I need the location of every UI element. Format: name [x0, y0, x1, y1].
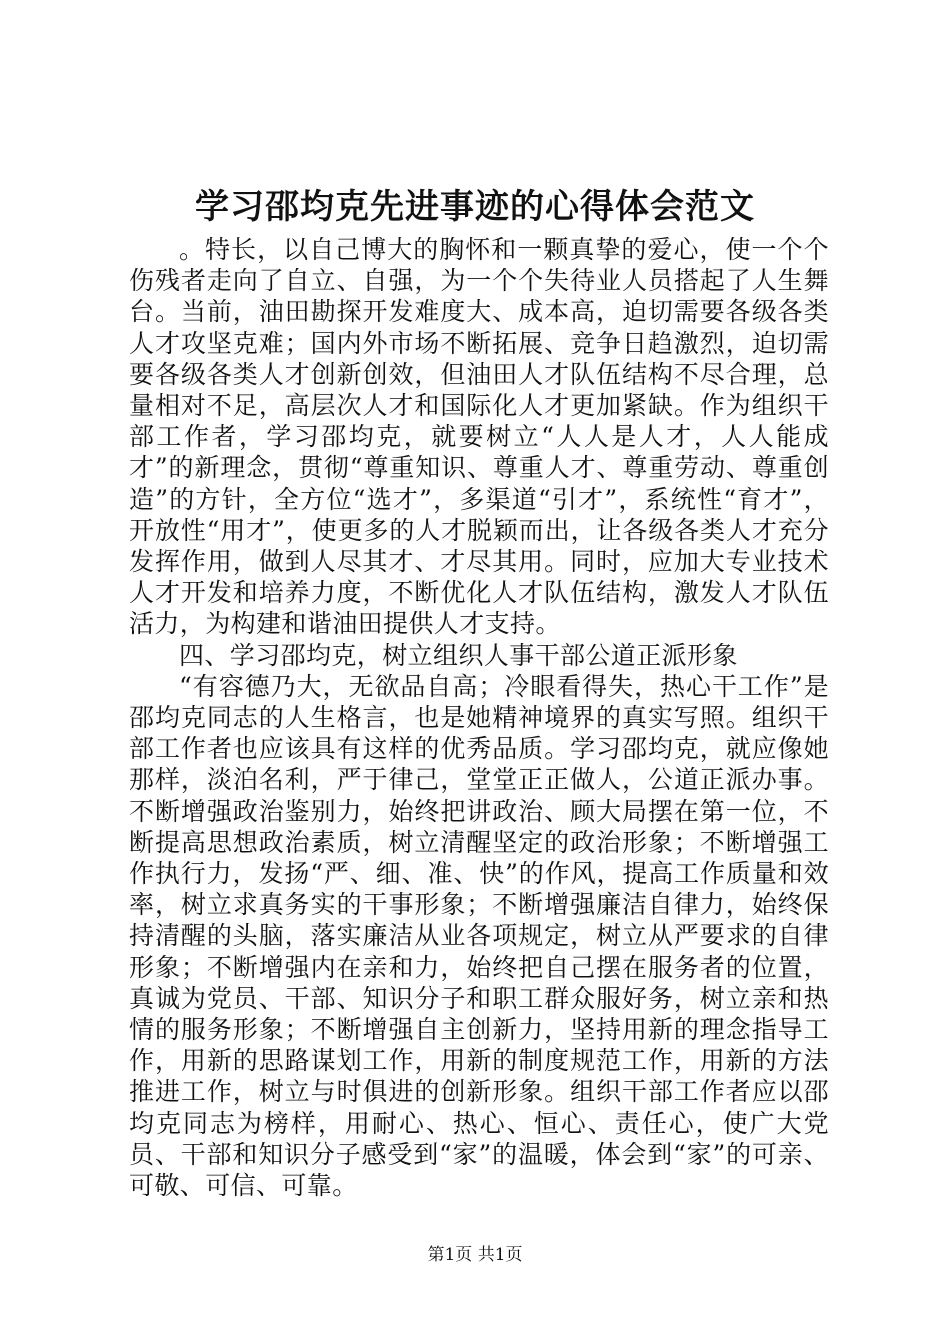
page-number-footer: 第1页 共1页	[427, 1245, 523, 1265]
paragraph-talent: 。特长，以自己博大的胸怀和一颗真挚的爱心，使一个个伤残者走向了自立、自强，为一个个失待业人员搭起了人生舞台。当前，油田勘探开发难度大、成本高，迫切需要各级各类人才攻坚克难；国内外市场不断拓展、竞争日趋激烈，迫切需要各级各类人才创新创效，但油田人才队伍结构不尽合理，总量相对不足，高层次人才和国际化人才更加紧缺。作为组织干部工作者，学习邵均克，就要树立“人人是人才，人人能成才”的新理念，贯彻“尊重知识、尊重人才、尊重劳动、尊重创造”的方针，全方位“选才”，多渠道“引才”，系统性“育才”，开放性“用才”，使更多的人才脱颖而出，让各级各类人才充分发挥作用，做到人尽其才、才尽其用。同时，应加大专业技术人才开发和培养力度，不断优化人才队伍结构，激发人才队伍活力，为构建和谐油田提供人才支持。	[129, 235, 829, 639]
document-body	[129, 234, 829, 1201]
paragraph-integrity: “有容德乃大，无欲品自高；冷眼看得失，热心干工作”是邵均克同志的人生格言，也是她精神境界的真实写照。组织干部工作者也应该具有这样的优秀品质。学习邵均克，就应像她那样，淡泊名利，严于律己，堂堂正正做人，公道正派办事。不断增强政治鉴别力，始终把讲政治、顾大局摆在第一位，不断提高思想政治素质，树立清醒坚定的政治形象；不断增强工作执行力，发扬“严、细、准、快”的作风，提高工作质量和效率，树立求真务实的干事形象；不断增强廉洁自律力，始终保持清醒的头脑，落实廉洁从业各项规定，树立从严要求的自律形象；不断增强内在亲和力，始终把自己摆在服务者的位置，真诚为党员、干部、知识分子和职工群众服好务，树立亲和热情的服务形象；不断增强自主创新力，坚持用新的理念指导工作，用新的思路谋划工作，用新的制度规范工作，用新的方法推进工作，树立与时俱进的创新形象。组织干部工作者应以邵均克同志为榜样，用耐心、热心、恒心、责任心，使广大党员、干部和知识分子感受到“家”的温暖，体会到“家”的可亲、可敬、可信、可靠。	[129, 671, 829, 1201]
section-heading-four: 四、学习邵均克，树立组织人事干部公道正派形象	[179, 640, 738, 670]
document-title: 学习邵均克先进事迹的心得体会范文	[195, 187, 755, 227]
